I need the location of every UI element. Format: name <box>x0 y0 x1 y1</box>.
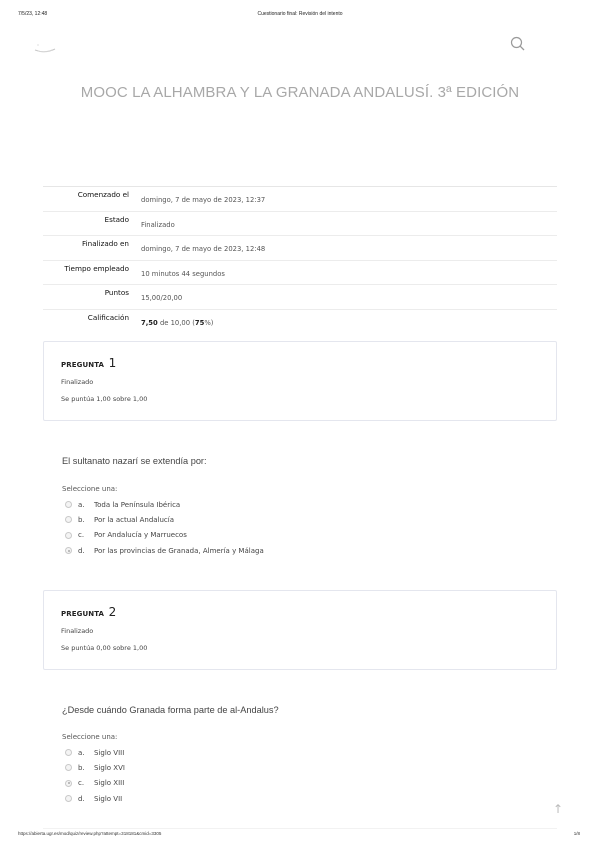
answer-letter: c. <box>78 531 85 540</box>
answer-text: Siglo XIII <box>94 779 125 788</box>
arrow-up-icon[interactable]: ↑ <box>553 802 564 816</box>
radio-button-checked[interactable] <box>65 780 72 787</box>
answer-option-b[interactable] <box>65 760 125 775</box>
question-number-value: 1 <box>108 356 117 370</box>
summary-row-finished <box>43 236 557 261</box>
question-label: PREGUNTA <box>61 610 105 618</box>
summary-row-grade <box>43 309 557 334</box>
question-1-info <box>43 341 557 421</box>
question-number <box>61 605 116 619</box>
answer-text: Siglo XVI <box>94 763 125 772</box>
footer-divider <box>43 828 557 829</box>
answer-text: Siglo VII <box>94 794 123 803</box>
answer-option-d[interactable] <box>65 543 264 558</box>
answer-text: Por la actual Andalucía <box>94 515 175 524</box>
print-header <box>0 11 600 21</box>
answer-letter: b. <box>78 515 85 524</box>
summary-label: Estado <box>104 214 129 224</box>
site-logo[interactable] <box>33 40 57 54</box>
question-state: Finalizado <box>61 378 94 386</box>
question-grade: Se puntúa 1,00 sobre 1,00 <box>61 395 148 403</box>
answer-text: Toda la Península Ibérica <box>94 500 181 509</box>
summary-grade-value <box>133 309 557 334</box>
radio-button[interactable] <box>65 764 72 771</box>
print-page-number: 1/8 <box>573 831 580 836</box>
summary-label: Tiempo empleado <box>64 263 129 273</box>
print-page-title: Cuestionario final: Revisión del intento <box>257 11 343 17</box>
question-1-answers <box>65 497 264 558</box>
attempt-summary-table <box>43 186 557 334</box>
answer-option-a[interactable] <box>65 497 264 512</box>
radio-button[interactable] <box>65 749 72 756</box>
answer-option-d[interactable] <box>65 791 125 806</box>
grade-score: 7,50 <box>141 318 158 327</box>
course-title: MOOC LA ALHAMBRA Y LA GRANADA ANDALUSÍ. 3ª EDICIÓN <box>80 84 520 101</box>
radio-button[interactable] <box>65 516 72 523</box>
answer-letter: a. <box>78 500 85 509</box>
print-datetime: 7/5/23, 12:48 <box>18 11 48 17</box>
question-2-info <box>43 590 557 670</box>
grade-percent: 75 <box>194 318 205 327</box>
answer-letter: d. <box>78 546 85 555</box>
question-2-text: ¿Desde cuándo Granada forma parte de al-Andalus? <box>62 705 279 715</box>
summary-label: Comenzado el <box>77 190 129 199</box>
question-1-text: El sultanato nazarí se extendía por: <box>62 456 207 466</box>
summary-value: 15,00/20,00 <box>141 294 183 302</box>
search-icon[interactable] <box>510 36 526 52</box>
radio-button-checked[interactable] <box>65 547 72 554</box>
answer-option-c[interactable] <box>65 528 264 543</box>
answer-text: Por las provincias de Granada, Almería y Málaga <box>94 546 264 555</box>
question-2-prompt: Seleccione una: <box>62 733 118 741</box>
question-number-value: 2 <box>108 605 117 619</box>
answer-option-b[interactable] <box>65 512 264 527</box>
summary-value: Finalizado <box>141 220 175 229</box>
answer-letter: c. <box>78 779 85 788</box>
question-1-prompt: Seleccione una: <box>62 485 118 493</box>
answer-option-a[interactable] <box>65 745 125 760</box>
summary-row-time-taken <box>43 260 557 285</box>
question-number <box>61 356 116 370</box>
print-url: https://abierta.ugr.es/mod/quiz/review.php?attempt=318181&cmid=3305 <box>18 831 162 836</box>
question-2-answers <box>65 745 125 806</box>
summary-label: Calificación <box>87 312 129 322</box>
summary-value: 10 minutos 44 segundos <box>141 269 225 278</box>
answer-option-c[interactable] <box>65 776 125 791</box>
answer-letter: d. <box>78 794 85 803</box>
summary-label: Puntos <box>104 288 129 297</box>
answer-letter: b. <box>78 763 85 772</box>
summary-row-started <box>43 187 557 212</box>
question-label: PREGUNTA <box>61 361 105 369</box>
summary-row-state <box>43 211 557 236</box>
question-grade: Se puntúa 0,00 sobre 1,00 <box>61 644 148 652</box>
question-state: Finalizado <box>61 627 94 635</box>
summary-value: domingo, 7 de mayo de 2023, 12:48 <box>141 245 266 253</box>
radio-button[interactable] <box>65 532 72 539</box>
summary-row-points <box>43 285 557 310</box>
radio-button[interactable] <box>65 795 72 802</box>
answer-text: Siglo VIII <box>94 748 125 757</box>
summary-label: Finalizado en <box>82 239 129 248</box>
grade-suffix: %) <box>204 318 214 327</box>
answer-letter: a. <box>78 748 85 757</box>
grade-middle: de 10,00 ( <box>157 318 195 327</box>
answer-text: Por Andalucía y Marruecos <box>94 531 187 540</box>
summary-value: domingo, 7 de mayo de 2023, 12:37 <box>141 196 266 204</box>
radio-button[interactable] <box>65 501 72 508</box>
